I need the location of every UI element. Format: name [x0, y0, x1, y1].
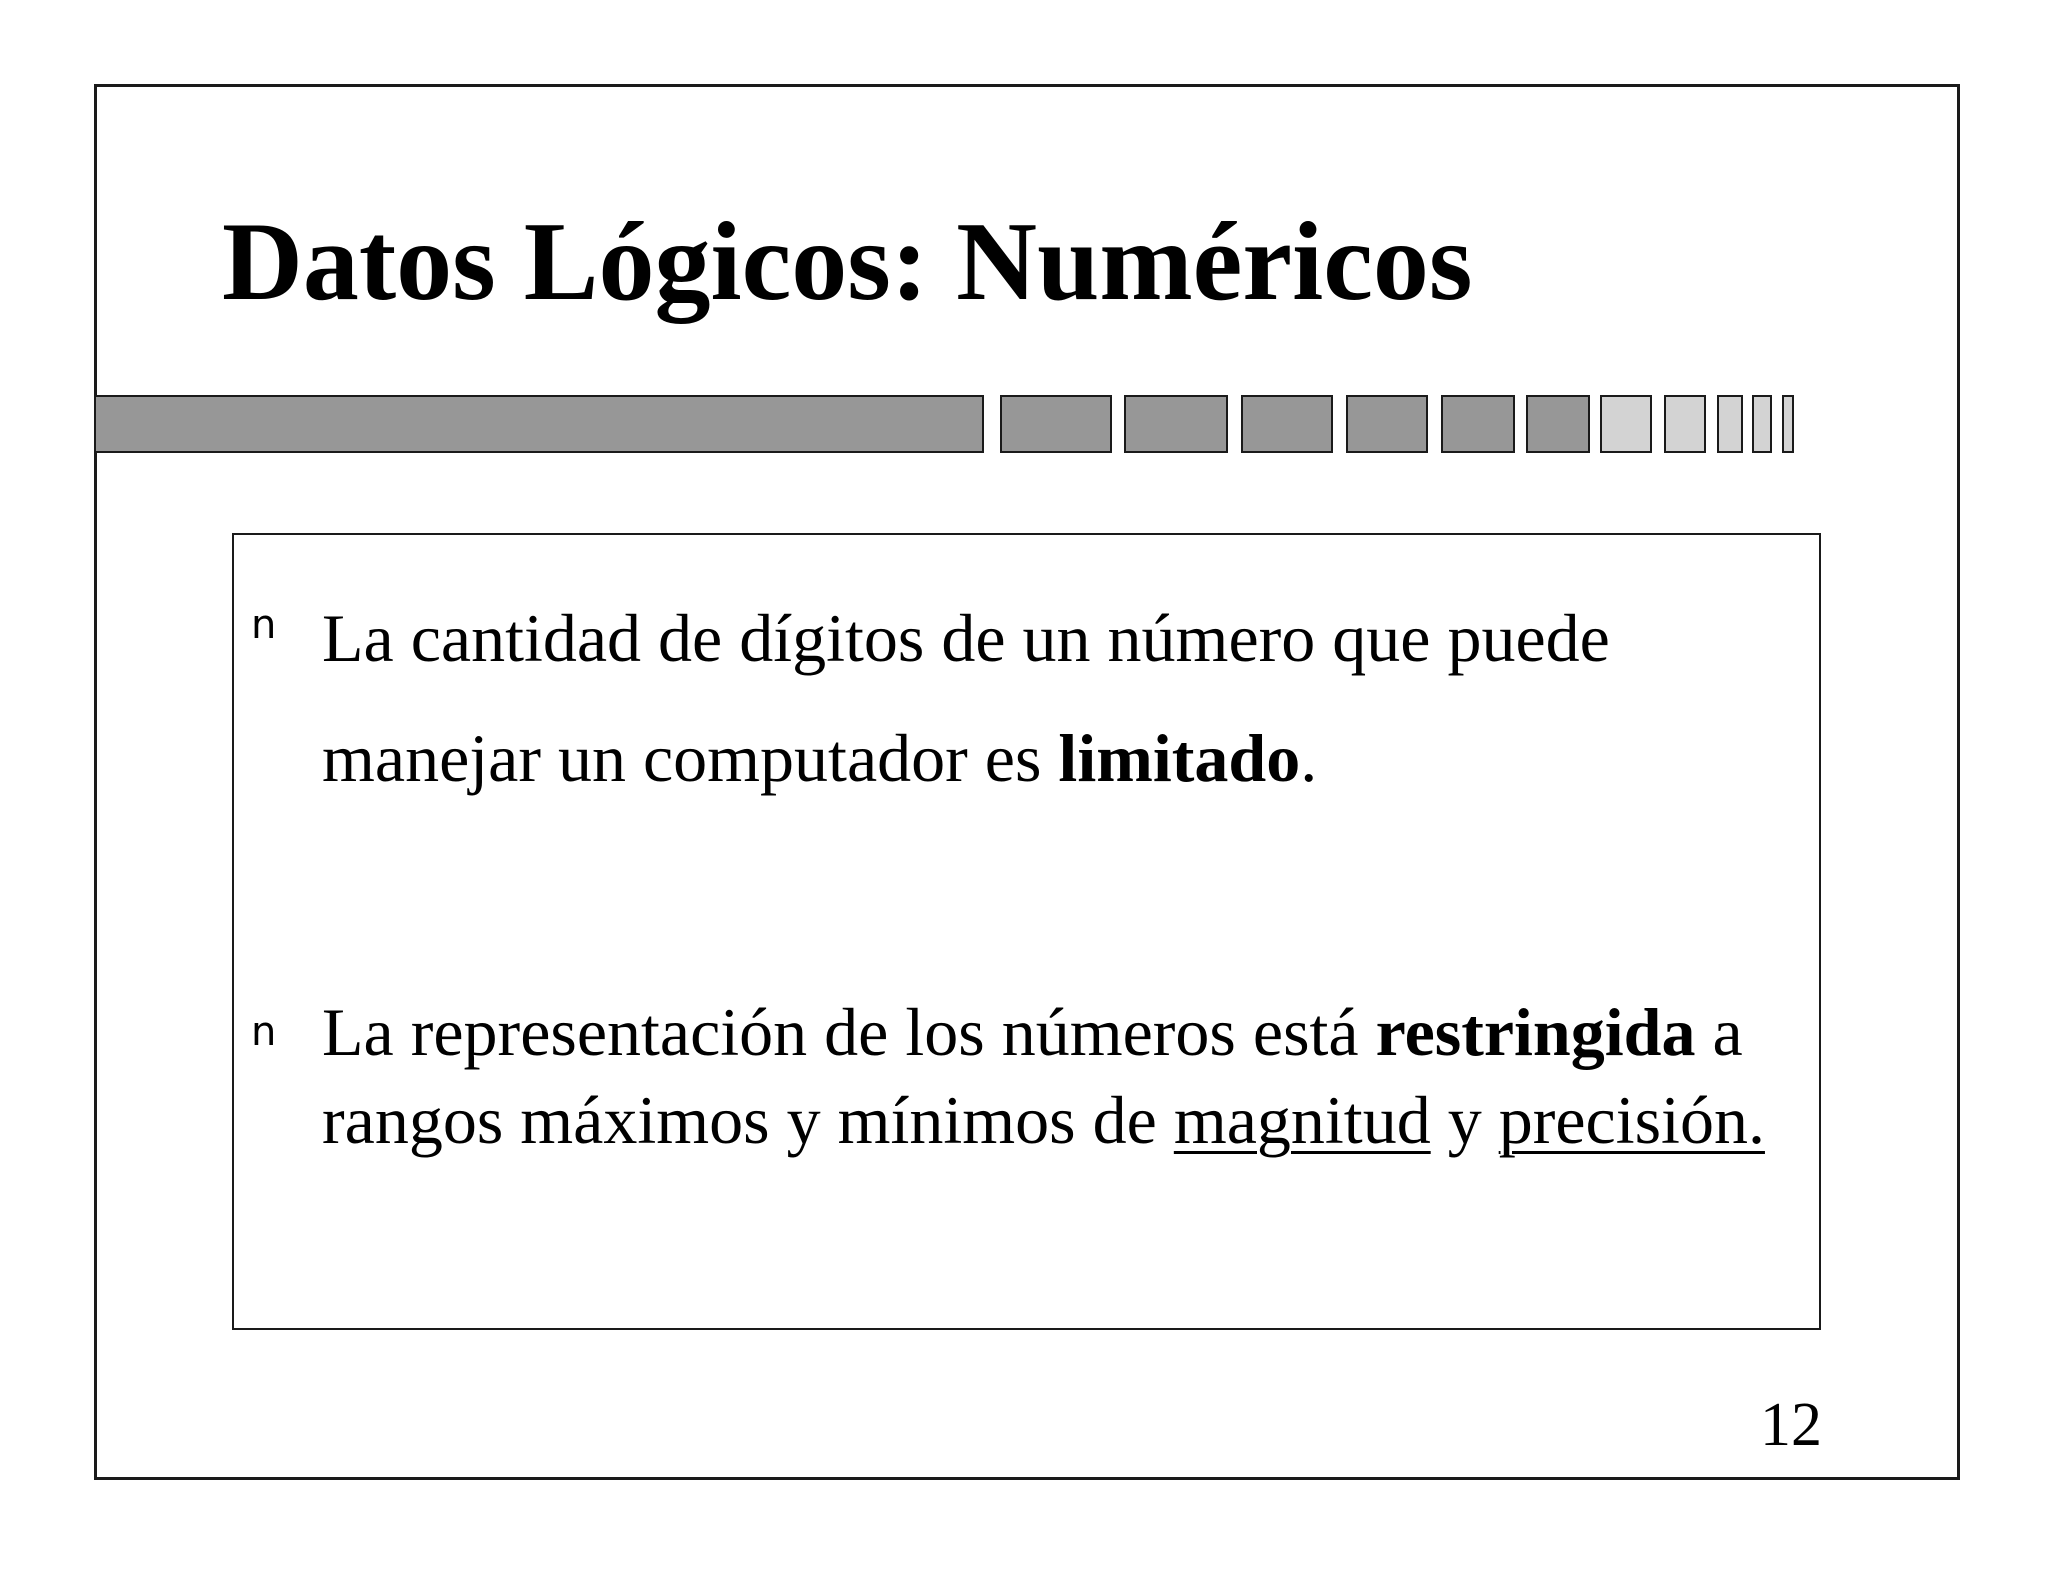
- page-number: 12: [1760, 1391, 1822, 1459]
- underlined-term: precisión.: [1498, 1082, 1765, 1158]
- bar-segment: [1752, 395, 1772, 453]
- bar-segment: [1241, 395, 1333, 453]
- bar-segment: [94, 395, 984, 453]
- bullet-item: [322, 578, 1792, 818]
- bar-segment: [1600, 395, 1652, 453]
- bullet-text: .: [1300, 720, 1318, 796]
- bullet-text: La representación de los números está: [322, 994, 1376, 1070]
- bullet-text: La cantidad de dígitos de un número que puede manejar un computador es: [322, 600, 1610, 796]
- bar-segment: [1782, 395, 1794, 453]
- bullet-text: y: [1430, 1082, 1499, 1158]
- bullet-bold-text: restringida: [1375, 994, 1696, 1070]
- underlined-term: magnitud: [1173, 1082, 1431, 1158]
- slide-title: Datos Lógicos: Numéricos: [222, 200, 1473, 324]
- bar-segment: [1441, 395, 1515, 453]
- bar-segment: [1526, 395, 1590, 453]
- bar-segment: [1664, 395, 1706, 453]
- bar-segment: [1000, 395, 1112, 453]
- bullet-text: a rangos máximos y mínimos de: [322, 994, 1743, 1158]
- bar-segment: [1346, 395, 1428, 453]
- bullet-marker: n: [251, 602, 277, 648]
- bullet-bold-text: limitado: [1058, 720, 1301, 796]
- bar-segment: [1717, 395, 1743, 453]
- bullet-item: [322, 988, 1792, 1164]
- bullet-marker: n: [251, 1009, 277, 1055]
- bar-segment: [1124, 395, 1228, 453]
